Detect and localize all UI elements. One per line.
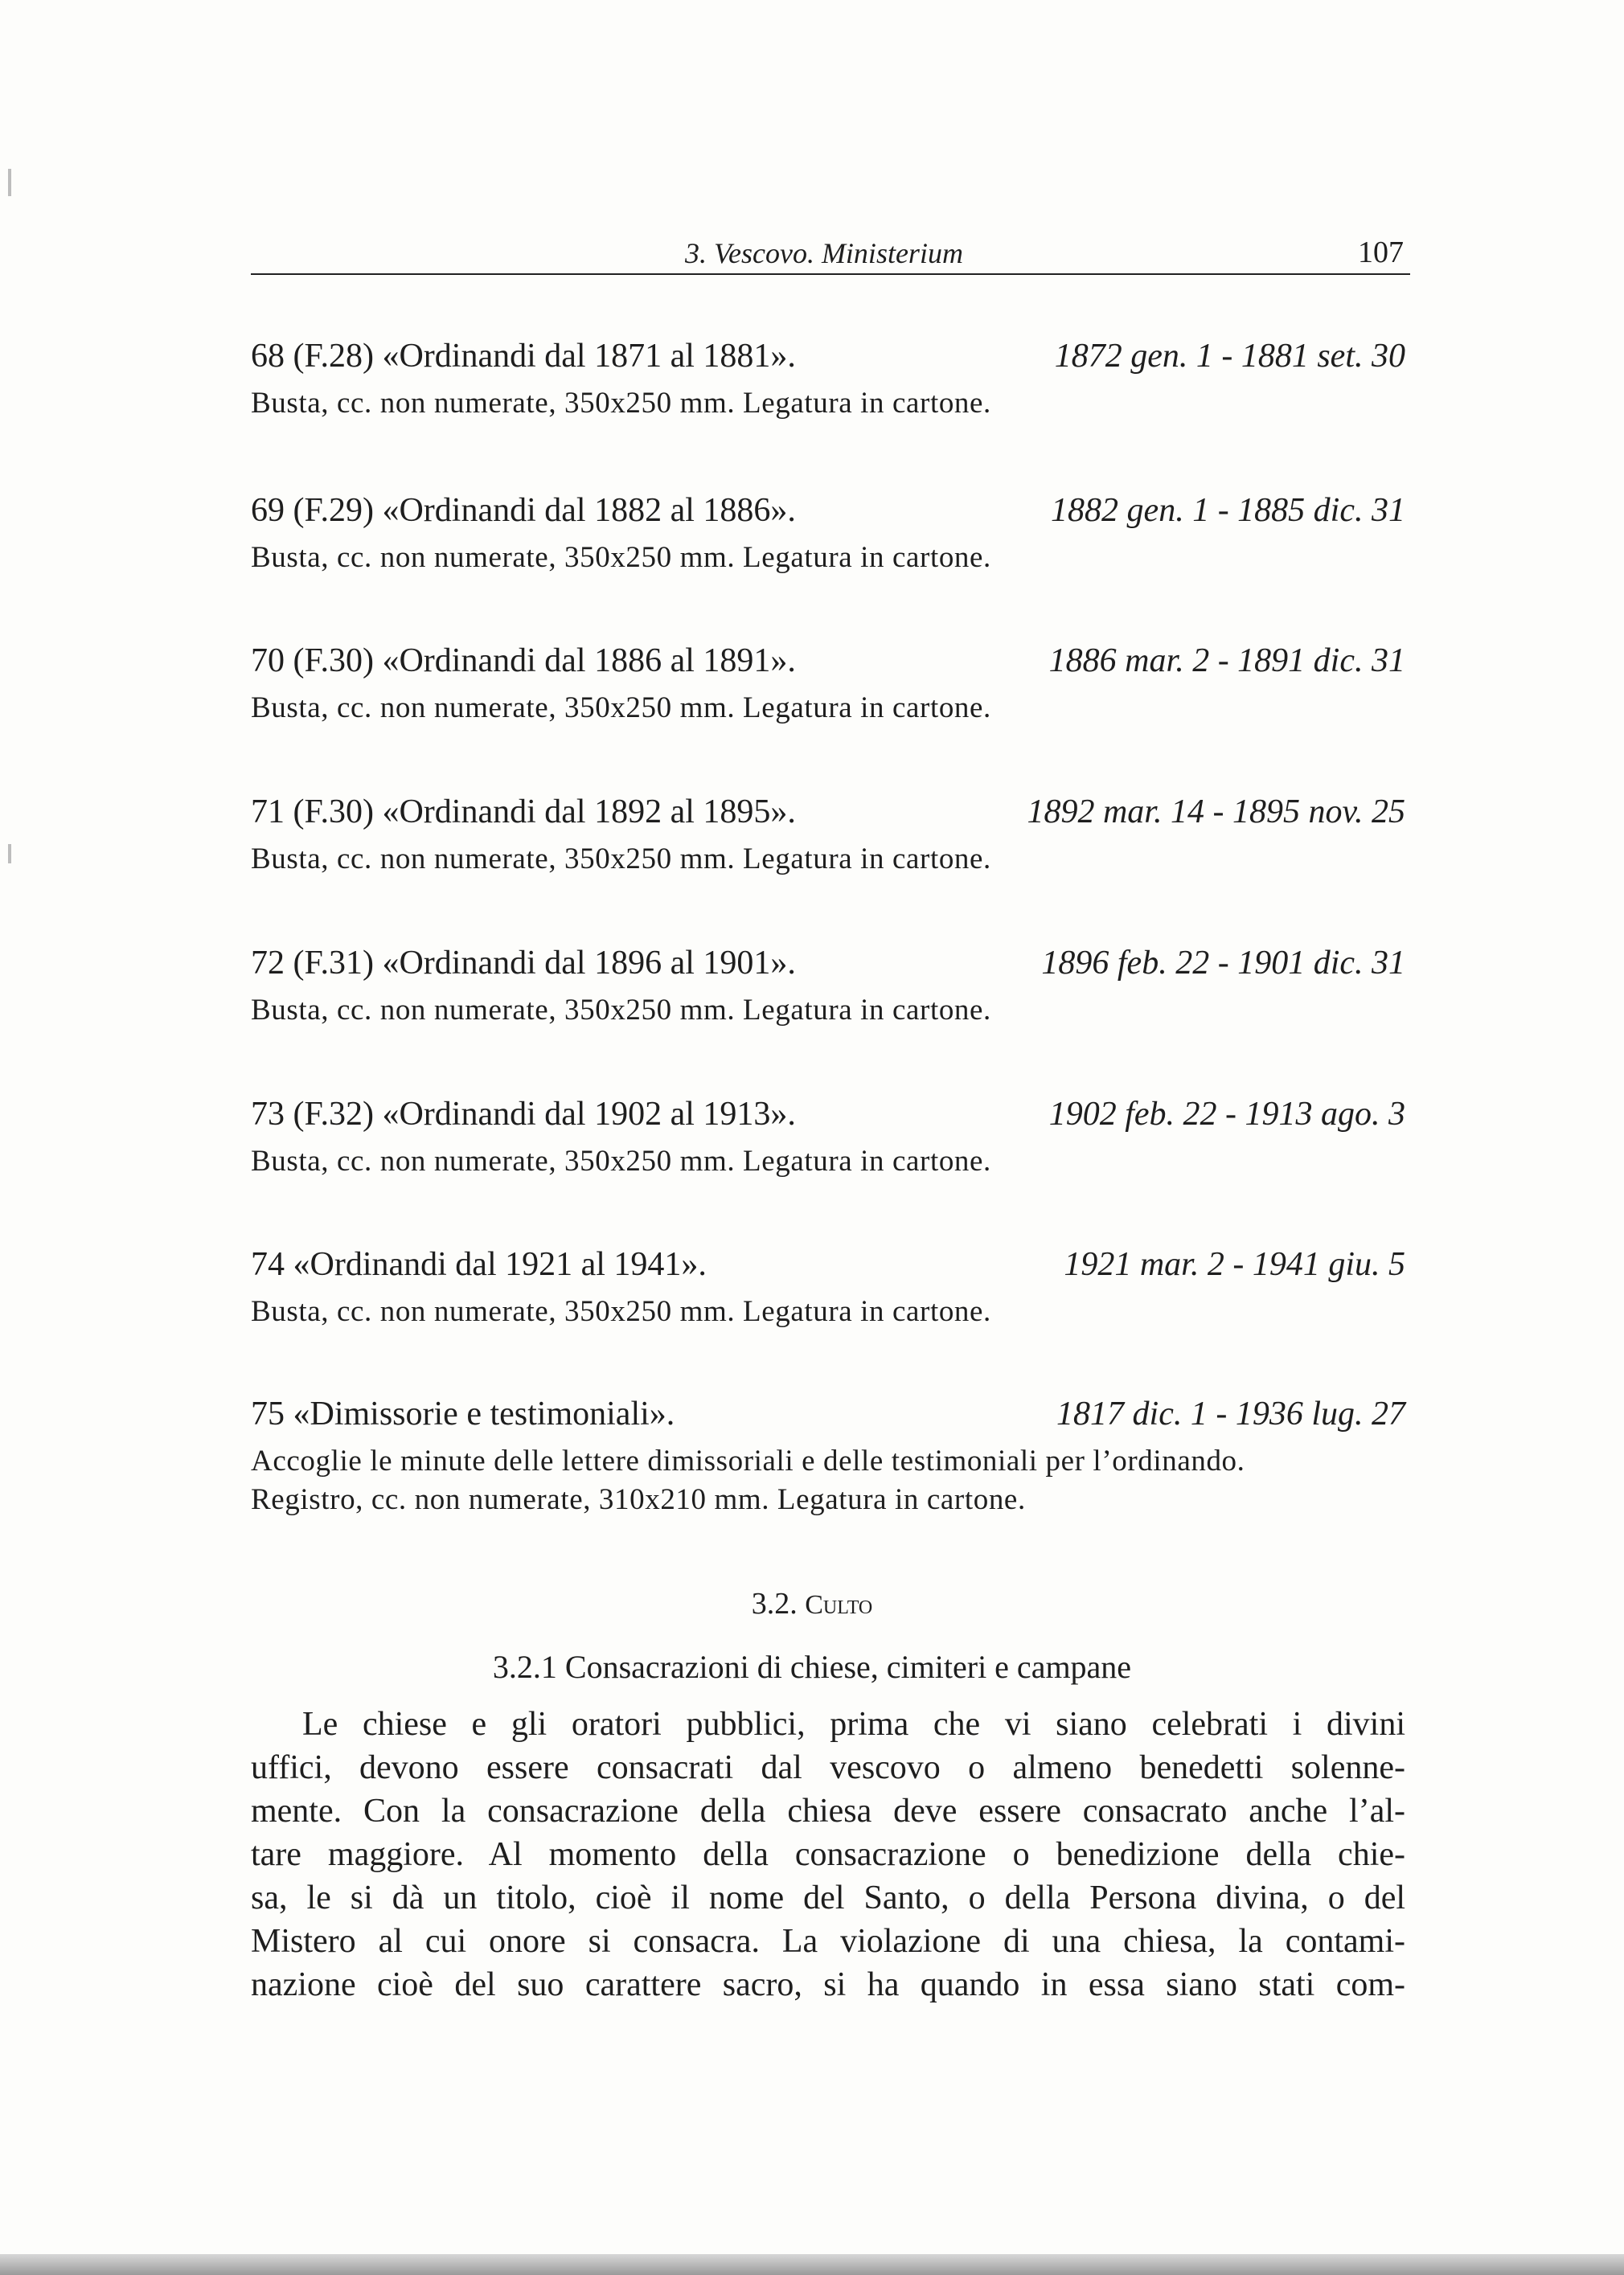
entry-title: 72 (F.31) «Ordinandi dal 1896 al 1901». [251, 945, 796, 982]
body-line: Mistero al cui onore si consacra. La violazione di una chiesa, la contami- [251, 1923, 1405, 1960]
entry-title: 74 «Ordinandi dal 1921 al 1941». [251, 1246, 707, 1283]
scan-edge-mark [8, 844, 11, 863]
entry-description: Busta, cc. non numerate, 350x250 mm. Legatura in cartone. [251, 1145, 991, 1178]
body-line: sa, le si dà un titolo, cioè il nome del Santo, o della Persona divina, o del [251, 1879, 1405, 1916]
running-title: 3. Vescovo. Ministerium [685, 237, 963, 269]
entry-date: 1817 dic. 1 - 1936 lug. 27 [1056, 1396, 1405, 1433]
entry-title: 68 (F.28) «Ordinandi dal 1871 al 1881». [251, 338, 796, 375]
entry-description: Busta, cc. non numerate, 350x250 mm. Legatura in cartone. [251, 541, 991, 574]
entry-title: 75 «Dimissorie e testimoniali». [251, 1396, 675, 1433]
section-title: Culto [805, 1590, 873, 1620]
entry-title: 71 (F.30) «Ordinandi dal 1892 al 1895». [251, 793, 796, 830]
archive-entry [251, 641, 1405, 728]
body-line: nazione cioè del suo carattere sacro, si ha quando in essa siano stati com- [251, 1966, 1405, 2003]
page-number: 107 [1358, 236, 1404, 269]
archive-entry [251, 1394, 1405, 1519]
entry-description: Accoglie le minute delle lettere dimissoriali e delle testimoniali per l’ordinando. [251, 1445, 1245, 1478]
body-line: mente. Con la consacrazione della chiesa deve essere consacrato anche l’al- [251, 1793, 1405, 1830]
entry-description: Registro, cc. non numerate, 310x210 mm. Legatura in cartone. [251, 1483, 1026, 1516]
subsection-heading: 3.2.1 Consacrazioni di chiese, cimiteri e campane [492, 1649, 1132, 1685]
entry-title: 69 (F.29) «Ordinandi dal 1882 al 1886». [251, 492, 796, 529]
scan-edge-mark [8, 169, 11, 196]
entry-date: 1896 feb. 22 - 1901 dic. 31 [1041, 945, 1405, 982]
entry-date: 1892 mar. 14 - 1895 nov. 25 [1027, 793, 1405, 830]
archive-entry [251, 336, 1405, 423]
section-number: 3.2. [751, 1587, 798, 1621]
scanner-edge [0, 2254, 1624, 2275]
body-line: Le chiese e gli oratori pubblici, prima che vi siano celebrati i divini [302, 1706, 1405, 1743]
entry-date: 1902 feb. 22 - 1913 ago. 3 [1048, 1096, 1405, 1133]
body-line: uffici, devono essere consacrati dal vescovo o almeno benedetti solenne- [251, 1749, 1405, 1786]
running-header [251, 235, 1410, 275]
entry-date: 1921 mar. 2 - 1941 giu. 5 [1064, 1246, 1405, 1283]
entry-title: 73 (F.32) «Ordinandi dal 1902 al 1913». [251, 1096, 796, 1133]
entry-description: Busta, cc. non numerate, 350x250 mm. Legatura in cartone. [251, 994, 991, 1027]
body-paragraph [251, 1703, 1405, 2007]
entry-description: Busta, cc. non numerate, 350x250 mm. Legatura in cartone. [251, 1295, 991, 1328]
archive-entry [251, 1094, 1405, 1181]
section-heading [0, 1586, 1624, 1621]
entry-date: 1882 gen. 1 - 1885 dic. 31 [1051, 492, 1405, 529]
entry-description: Busta, cc. non numerate, 350x250 mm. Legatura in cartone. [251, 842, 991, 875]
archive-entry [251, 943, 1405, 1030]
entry-description: Busta, cc. non numerate, 350x250 mm. Legatura in cartone. [251, 387, 991, 420]
entry-description: Busta, cc. non numerate, 350x250 mm. Legatura in cartone. [251, 691, 991, 724]
body-line: tare maggiore. Al momento della consacrazione o benedizione della chie- [251, 1836, 1405, 1873]
archive-entry [251, 792, 1405, 879]
entry-title: 70 (F.30) «Ordinandi dal 1886 al 1891». [251, 642, 796, 679]
entry-date: 1872 gen. 1 - 1881 set. 30 [1054, 338, 1405, 375]
entry-date: 1886 mar. 2 - 1891 dic. 31 [1048, 642, 1405, 679]
archive-entry [251, 1244, 1405, 1331]
archive-entry [251, 490, 1405, 577]
